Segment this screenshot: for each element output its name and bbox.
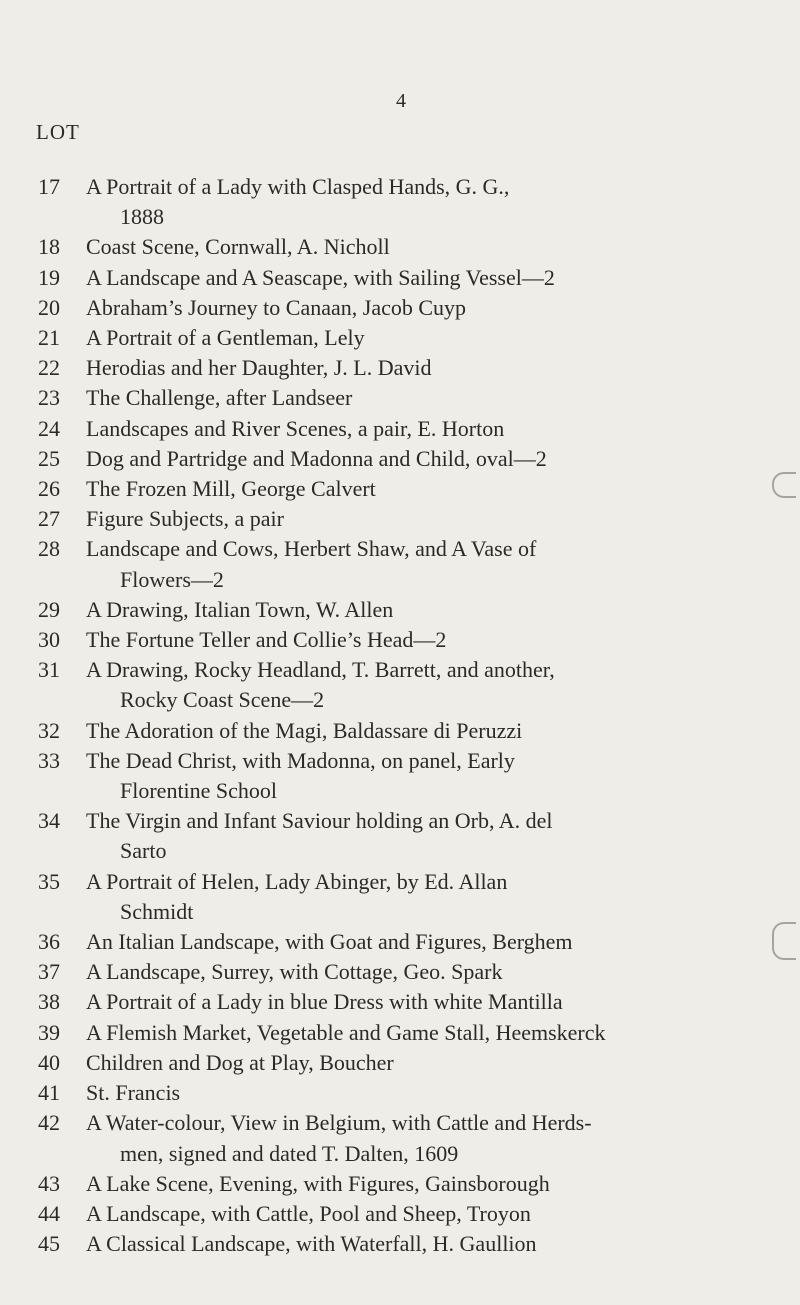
lot-entry [0,867,800,927]
lot-entry [0,655,800,715]
lot-description-line: Figure Subjects, a pair [86,506,284,532]
lot-description [86,1229,800,1259]
lot-description [86,1199,800,1229]
lot-description-line: Children and Dog at Play, Boucher [86,1049,394,1075]
lot-entry [0,474,800,504]
lot-description-line: Landscape and Cows, Herbert Shaw, and A Vase of [86,536,537,562]
lot-number: 42 [38,1110,60,1136]
lot-description-line: Abraham’s Journey to Canaan, Jacob Cuyp [86,294,467,320]
lot-entry [0,383,800,413]
lot-number: 39 [38,1019,60,1045]
lot-description-continuation: Florentine School [120,778,278,804]
lot-number: 40 [38,1049,60,1075]
lot-description-line: A Portrait of a Gentleman, Lely [86,325,365,351]
lot-list [0,172,800,1259]
lot-description-continuation: men, signed and dated T. Dalten, 1609 [120,1140,459,1166]
lot-description-line: Coast Scene, Cornwall, A. Nicholl [86,234,390,260]
lot-entry [0,353,800,383]
lot-description-line: A Portrait of a Lady in blue Dress with white Mantilla [86,989,563,1015]
lot-number: 31 [38,657,60,683]
lot-entry [0,595,800,625]
lot-description-line: A Lake Scene, Evening, with Figures, Gainsborough [86,1170,550,1196]
lot-description [86,957,800,987]
lot-entry [0,625,800,655]
lot-description-line: The Fortune Teller and Collie’s Head—2 [86,627,447,653]
lot-description [86,1078,800,1108]
lot-number: 34 [38,808,60,834]
lot-entry [0,806,800,866]
lot-number: 33 [38,747,60,773]
lot-description-line: A Flemish Market, Vegetable and Game Stall, Heemskerck [86,1019,606,1045]
lot-description-line: A Water-colour, View in Belgium, with Cattle and Herds- [86,1110,592,1136]
lot-number: 18 [38,234,60,260]
lot-entry [0,716,800,746]
lot-entry [0,444,800,474]
lot-number: 32 [38,717,60,743]
lot-entry [0,987,800,1017]
lot-number: 35 [38,868,60,894]
lot-entry [0,263,800,293]
lot-number: 26 [38,476,60,502]
lot-number: 36 [38,929,60,955]
lot-description [86,474,800,504]
lot-description [86,383,800,413]
lot-description-line: A Landscape, with Cattle, Pool and Sheep, Troyon [86,1200,531,1226]
lot-description-continuation: Schmidt [120,898,194,924]
lot-number: 43 [38,1170,60,1196]
lot-description-line: A Drawing, Rocky Headland, T. Barrett, and another, [86,657,555,683]
lot-description [86,1108,800,1168]
lot-description-line: The Adoration of the Magi, Baldassare di Peruzzi [86,717,523,743]
lot-entry [0,746,800,806]
lot-description [86,444,800,474]
lot-description [86,987,800,1017]
lot-description-line: The Virgin and Infant Saviour holding an Orb, A. del [86,808,553,834]
lot-description [86,927,800,957]
lot-entry [0,1199,800,1229]
lot-number: 20 [38,294,60,320]
margin-bracket-mark [772,472,796,498]
lot-description [86,806,800,866]
lot-description [86,867,800,927]
lot-number: 30 [38,627,60,653]
lot-entry [0,504,800,534]
lot-number: 37 [38,959,60,985]
lot-description [86,534,800,594]
lot-description-continuation: 1888 [120,204,164,230]
lot-description-line: A Portrait of Helen, Lady Abinger, by Ed. Allan [86,868,508,894]
lot-entry [0,534,800,594]
lot-description-line: A Landscape and A Seascape, with Sailing Vessel—2 [86,264,555,290]
lot-number: 45 [38,1231,60,1257]
lot-entry [0,1169,800,1199]
lot-description-line: Landscapes and River Scenes, a pair, E. Horton [86,415,505,441]
lot-description [86,1048,800,1078]
lot-number: 44 [38,1200,60,1226]
lot-description [86,655,800,715]
lot-description [86,716,800,746]
lot-entry [0,172,800,232]
lot-description [86,353,800,383]
lot-description [86,595,800,625]
lot-entry [0,957,800,987]
lot-entry [0,1229,800,1259]
lot-description-line: St. Francis [86,1080,181,1106]
margin-bracket-mark [772,922,796,960]
lot-number: 27 [38,506,60,532]
lot-description [86,172,800,232]
lot-entry [0,1108,800,1168]
lot-number: 19 [38,264,60,290]
lot-description [86,746,800,806]
lot-description-line: Herodias and her Daughter, J. L. David [86,355,432,381]
lot-description [86,263,800,293]
lot-description-line: The Challenge, after Landseer [86,385,353,411]
lot-description-line: Dog and Partridge and Madonna and Child, oval—2 [86,445,547,471]
lot-description-line: The Dead Christ, with Madonna, on panel, Early [86,747,515,773]
lot-entry [0,323,800,353]
lot-description [86,1018,800,1048]
lot-description [86,232,800,262]
lot-entry [0,927,800,957]
lot-number: 29 [38,596,60,622]
lot-number: 24 [38,415,60,441]
lot-description-line: A Landscape, Surrey, with Cottage, Geo. Spark [86,959,503,985]
lot-description-line: The Frozen Mill, George Calvert [86,476,376,502]
lot-description-continuation: Flowers—2 [120,566,224,592]
lot-number: 38 [38,989,60,1015]
lot-column-header: LOT [36,120,80,144]
lot-number: 17 [38,174,60,199]
lot-number: 41 [38,1080,60,1106]
lot-number: 21 [38,325,60,351]
lot-entry [0,1018,800,1048]
lot-description-line: A Drawing, Italian Town, W. Allen [86,596,394,622]
lot-description-line: A Classical Landscape, with Waterfall, H. Gaullion [86,1231,537,1257]
lot-description [86,625,800,655]
lot-entry [0,414,800,444]
lot-description [86,504,800,534]
lot-description-line: A Portrait of a Lady with Clasped Hands, G. G., [86,174,510,199]
lot-entry [0,293,800,323]
lot-number: 28 [38,536,60,562]
lot-number: 22 [38,355,60,381]
lot-description [86,1169,800,1199]
lot-description-continuation: Sarto [120,838,167,864]
lot-description [86,323,800,353]
lot-description-line: An Italian Landscape, with Goat and Figures, Berghem [86,929,573,955]
lot-description [86,293,800,323]
lot-number: 25 [38,445,60,471]
page-number: 4 [396,90,406,112]
lot-description [86,414,800,444]
lot-description-continuation: Rocky Coast Scene—2 [120,687,325,713]
lot-entry [0,1078,800,1108]
lot-entry [0,1048,800,1078]
lot-number: 23 [38,385,60,411]
lot-entry [0,232,800,262]
